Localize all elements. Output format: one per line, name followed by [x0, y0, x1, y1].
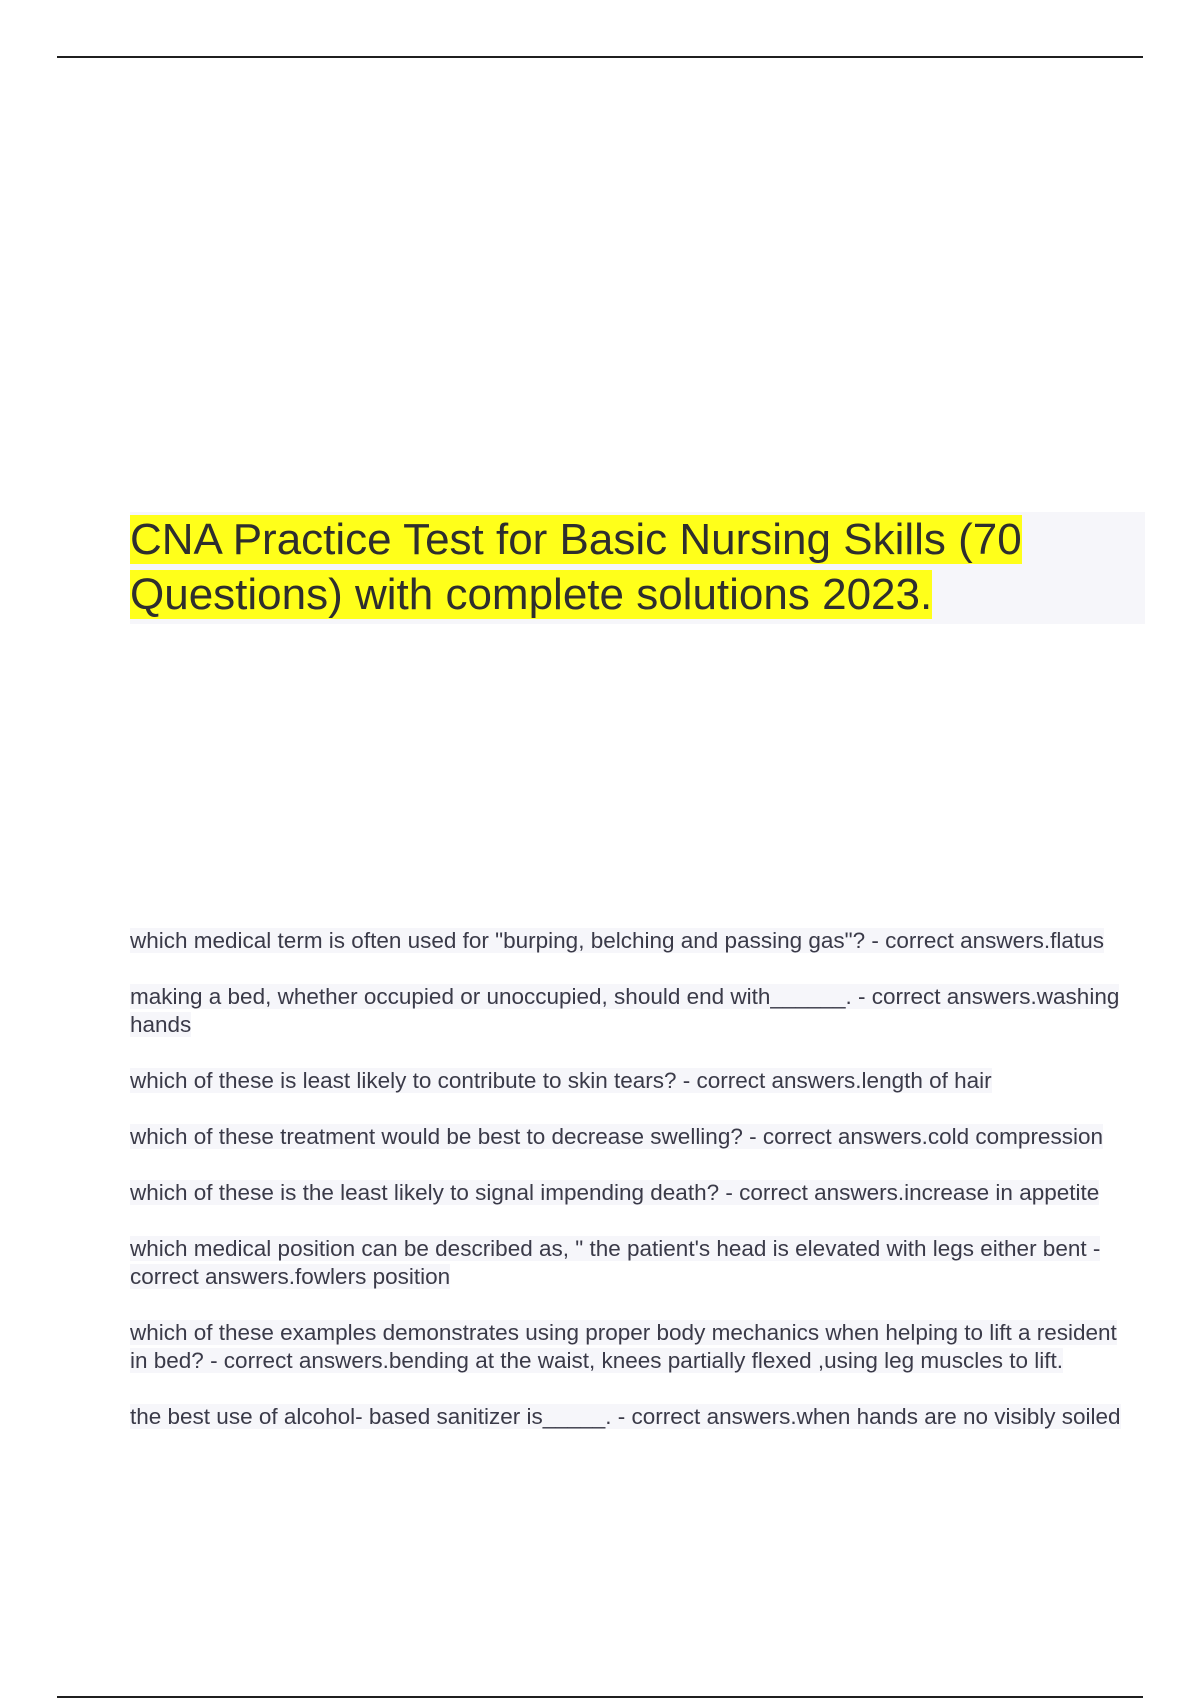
qa-text: which medical term is often used for "burping, belching and passing gas"? - correct answers.flatus [130, 928, 1104, 953]
qa-item [130, 1179, 1130, 1207]
document-title [130, 512, 1145, 622]
document-title-text: CNA Practice Test for Basic Nursing Skills (70 Questions) with complete solutions 2023. [130, 515, 1022, 619]
qa-item [130, 1235, 1130, 1291]
qa-text: which of these is the least likely to signal impending death? - correct answers.increase in appetite [130, 1180, 1100, 1205]
bottom-rule [57, 1696, 1143, 1698]
qa-item [130, 1067, 1130, 1095]
qa-item [130, 927, 1130, 955]
qa-list [130, 927, 1130, 1459]
qa-text: which of these treatment would be best to decrease swelling? - correct answers.cold compression [130, 1124, 1103, 1149]
qa-item [130, 1123, 1130, 1151]
qa-text: which of these examples demonstrates using proper body mechanics when helping to lift a resident in bed? - correct answers.bending at the waist, knees partially flexed ,using leg muscles to lift. [130, 1320, 1117, 1373]
qa-item [130, 983, 1130, 1039]
qa-item [130, 1403, 1130, 1431]
qa-text: which of these is least likely to contribute to skin tears? - correct answers.length of hair [130, 1068, 992, 1093]
top-rule [57, 56, 1143, 58]
qa-item [130, 1319, 1130, 1375]
qa-text: the best use of alcohol- based sanitizer is_____. - correct answers.when hands are no visibly soiled [130, 1404, 1121, 1429]
title-block [130, 512, 1145, 624]
qa-text: making a bed, whether occupied or unoccupied, should end with______. - correct answers.washing hands [130, 984, 1120, 1037]
qa-text: which medical position can be described as, " the patient's head is elevated with legs either bent - correct answers.fowlers position [130, 1236, 1101, 1289]
